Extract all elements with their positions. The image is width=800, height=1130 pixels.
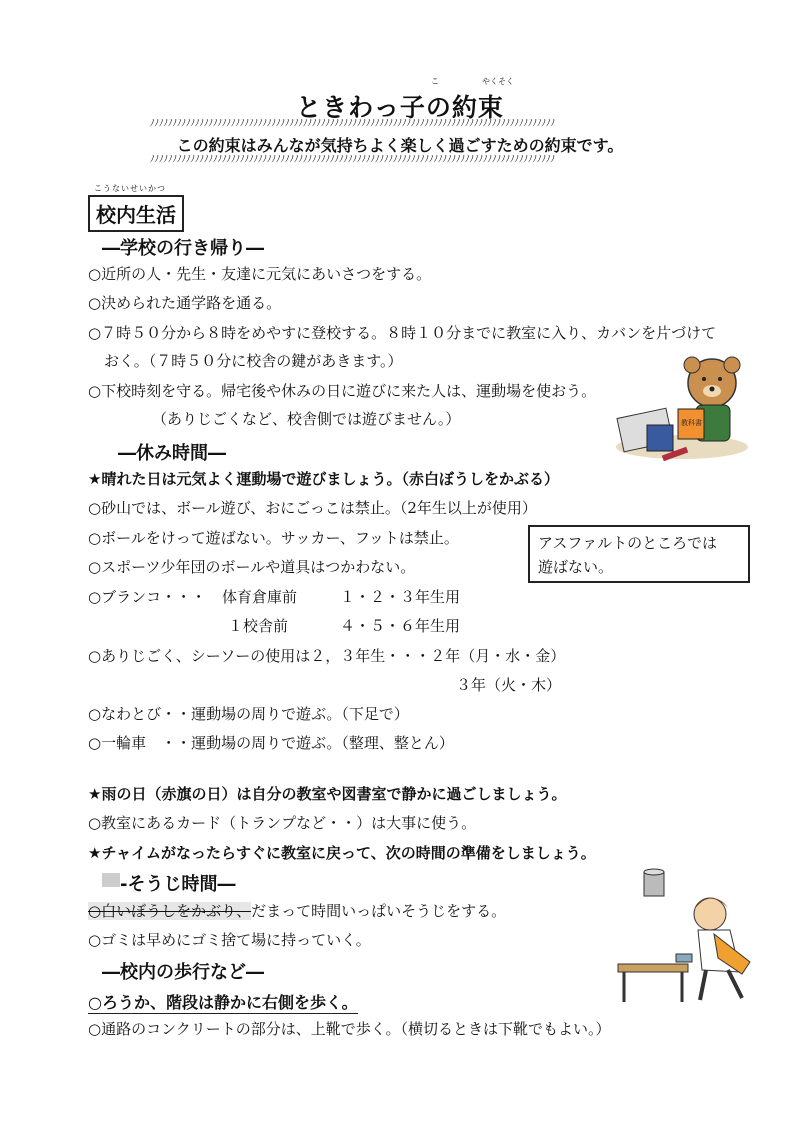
note-line-1: アスファルトのところでは: [538, 534, 717, 552]
subtitle: この約束はみんなが気持ちよく楽しく過ごすための約束です。: [176, 136, 624, 155]
list-item: １・２・３年生用: [340, 588, 461, 606]
list-item: ○決められた通学路を通る。: [88, 294, 282, 312]
title-ruby: やくそく: [482, 77, 514, 86]
heading-walking: ―校内の歩行など―: [102, 962, 264, 983]
struck-text: ○白いぼうしをかぶり、: [88, 902, 252, 920]
note-line-2: 遊ばない。: [538, 558, 614, 576]
list-item: ○ボールをけって遊ばない。サッカー、フットは禁止。: [88, 529, 459, 547]
list-item: ○ブランコ・・・: [88, 588, 207, 606]
decorative-border-bottom: ﾉﾉﾉﾉﾉﾉﾉﾉﾉﾉﾉﾉﾉﾉﾉﾉﾉﾉﾉﾉﾉﾉﾉﾉﾉﾉﾉﾉﾉﾉﾉﾉﾉﾉﾉﾉﾉﾉﾉﾉﾉﾉﾉﾉﾉﾉﾉﾉﾉﾉﾉﾉﾉﾉﾉﾉﾉﾉﾉﾉﾉﾉﾉﾉﾉﾉﾉﾉﾉﾉﾉﾉﾉﾉﾉﾉﾉﾉﾉﾉﾉﾉﾉﾉﾉﾉﾉﾉﾉﾉ: [150, 155, 556, 165]
list-item: ○教室にあるカード（トランプなど・・）は大事に使う。: [88, 814, 477, 832]
list-item: 体育倉庫前: [222, 588, 298, 606]
title-ruby-ko: こ: [431, 77, 439, 86]
list-item: １校舎前: [228, 617, 289, 635]
highlight-mark: [102, 873, 120, 887]
section-label-text: 校内生活: [96, 203, 176, 227]
list-item: ○スポーツ少年団のボールや道具はつかわない。: [88, 558, 416, 576]
bear-reading-illustration: [612, 355, 752, 465]
section-ruby: こうないせいかつ: [94, 184, 166, 193]
list-item: おく。（７時５０分に校舎の鍵があきます。）: [104, 352, 403, 370]
rule-walking: ○ろうか、階段は静かに右側を歩く。: [88, 990, 358, 1014]
child-cleaning-illustration: [610, 862, 760, 1007]
list-item: ○通路のコンクリートの部分は、上靴で歩く。（横切るときは下靴でもよい。）: [88, 1020, 611, 1038]
list-item: ○一輪車 ・・運動場の周りで遊ぶ。（整理、整とん）: [88, 734, 454, 752]
decorative-border-top: ﾉﾉﾉﾉﾉﾉﾉﾉﾉﾉﾉﾉﾉﾉﾉﾉﾉﾉﾉﾉﾉﾉﾉﾉﾉﾉﾉﾉﾉﾉﾉﾉﾉﾉﾉﾉﾉﾉﾉﾉﾉﾉﾉﾉﾉﾉﾉﾉﾉﾉﾉﾉﾉﾉﾉﾉﾉﾉﾉﾉﾉﾉﾉﾉﾉﾉﾉﾉﾉﾉﾉﾉﾉﾉﾉﾉﾉﾉﾉﾉﾉﾉﾉﾉﾉﾉﾉﾉﾉﾉ: [150, 119, 556, 129]
note-box: [528, 525, 750, 583]
list-item: ○砂山では、ボール遊び、おにごっこは禁止。（2年生以上が使用）: [88, 499, 537, 517]
list-item: ○下校時刻を守る。帰宅後や休みの日に遊びに来た人は、運動場を使おう。: [88, 382, 597, 400]
page-title: ときわっ子の約束: [296, 93, 504, 122]
heading-commute: ―学校の行き帰り―: [102, 238, 264, 259]
heading-recess: ―休み時間―: [118, 443, 226, 464]
list-item: ○ゴミは早めにゴミ捨て場に持っていく。: [88, 931, 371, 949]
rule-chime: ★チャイムがなったらすぐに教室に戻って、次の時間の準備をしましょう。: [88, 844, 596, 862]
heading-cleaning: -そうじ時間―: [120, 874, 236, 895]
section-label: [88, 184, 184, 232]
list-item: ３年（火・木）: [456, 676, 562, 694]
book-label: 教科書: [681, 419, 702, 427]
rule-sunny: ★晴れた日は元気よく運動場で遊びましょう。（赤白ぼうしをかぶる）: [88, 470, 559, 488]
list-item: ４・５・６年生用: [340, 617, 461, 635]
list-item: ○なわとび・・運動場の周りで遊ぶ。（下足で）: [88, 705, 409, 723]
rule-rainy: ★雨の日（赤旗の日）は自分の教室や図書室で静かに過ごしましょう。: [88, 785, 567, 803]
list-item: [88, 900, 506, 921]
list-item: ○ありじごく、シーソーの使用は２，３年生・・・２年（月・水・金）: [88, 647, 566, 665]
list-item: ○近所の人・先生・友達に元気にあいさつをする。: [88, 265, 432, 283]
list-item: ○７時５０分から８時をめやすに登校する。８時１０分までに教室に入り、カバンを片づけて: [88, 324, 717, 342]
cleaning-text: だまって時間いっぱいそうじをする。: [251, 902, 507, 920]
list-item: （ありじごくなど、校舎側では遊びません。）: [152, 410, 461, 428]
